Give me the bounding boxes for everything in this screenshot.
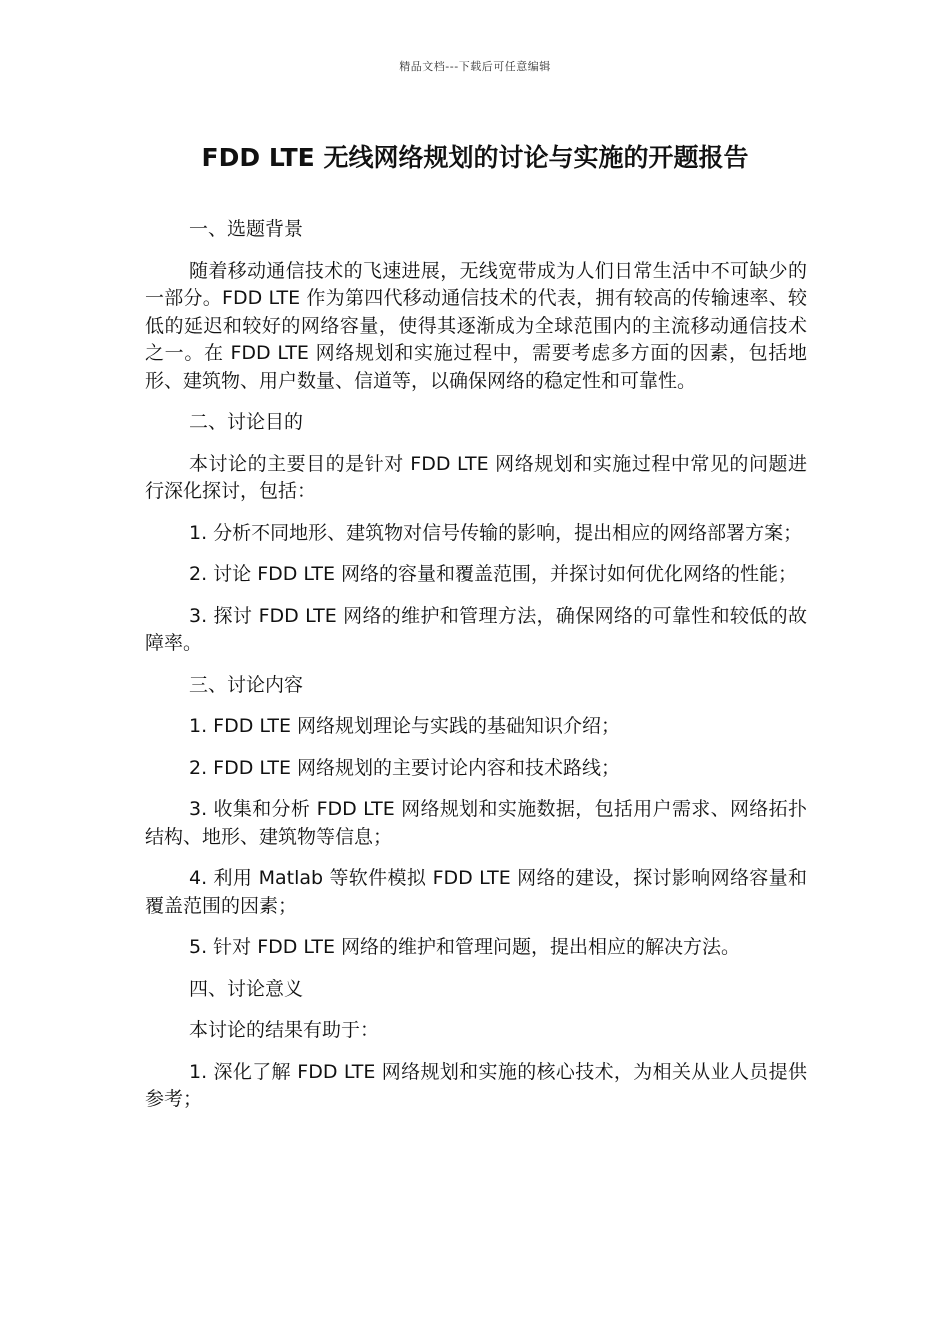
section-heading-significance: 四、讨论意义	[189, 977, 304, 1000]
paragraph-purpose-intro: 本讨论的主要目的是针对 FDD LTE 网络规划和实施过程中常见的问题进行深化探讨，包括：	[145, 452, 807, 502]
list-item-purpose-1: 1. 分析不同地形、建筑物对信号传输的影响，提出相应的网络部署方案；	[189, 521, 803, 544]
paragraph-background: 随着移动通信技术的飞速进展，无线宽带成为人们日常生活中不可缺少的一部分。FDD LTE 作为第四代移动通信技术的代表，拥有较高的传输速率、较低的延迟和较好的网络容量，使得其逐渐成为全球范围内的主流移动通信技术之一。在 FDD LTE 网络规划和实施过程中，需要考虑多方面的因素，包括地形、建筑物、用户数量、信道等，以确保网络的稳定性和可靠性。	[145, 259, 807, 392]
list-item-content-3: 3. 收集和分析 FDD LTE 网络规划和实施数据，包括用户需求、网络拓扑结构、地形、建筑物等信息；	[145, 798, 807, 848]
list-item-purpose-2: 2. 讨论 FDD LTE 网络的容量和覆盖范围，并探讨如何优化网络的性能；	[189, 563, 798, 585]
document-title: FDD LTE 无线网络规划的讨论与实施的开题报告	[201, 143, 749, 172]
list-item-content-4: 4. 利用 Matlab 等软件模拟 FDD LTE 网络的建设，探讨影响网络容量和覆盖范围的因素；	[145, 867, 807, 917]
list-item-significance-1: 1. 深化了解 FDD LTE 网络规划和实施的核心技术，为相关从业人员提供参考；	[145, 1060, 807, 1110]
paragraph-significance-intro: 本讨论的结果有助于：	[189, 1019, 380, 1041]
header-note: 精品文档---下载后可任意编辑	[399, 60, 551, 73]
section-heading-background: 一、选题背景	[189, 218, 304, 240]
list-item-content-1: 1. FDD LTE 网络规划理论与实践的基础知识介绍；	[189, 715, 621, 737]
list-item-content-2: 2. FDD LTE 网络规划的主要讨论内容和技术路线；	[189, 756, 621, 779]
section-heading-content: 三、讨论内容	[189, 673, 304, 696]
section-heading-purpose: 二、讨论目的	[189, 411, 304, 433]
list-item-purpose-3: 3. 探讨 FDD LTE 网络的维护和管理方法，确保网络的可靠性和较低的故障率。	[145, 604, 807, 654]
list-item-content-5: 5. 针对 FDD LTE 网络的维护和管理问题，提出相应的解决方法。	[189, 936, 741, 958]
document-body	[145, 216, 807, 1128]
